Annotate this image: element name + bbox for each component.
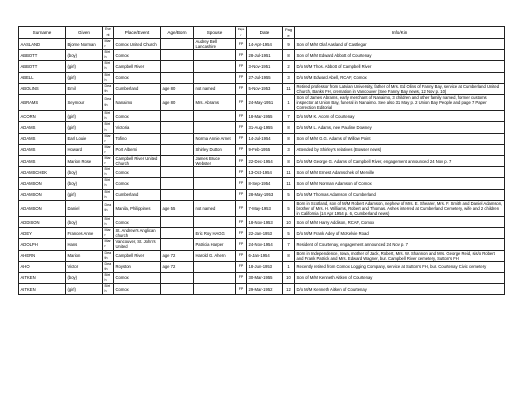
cell-given: (boy) — [66, 167, 103, 178]
table-row — [19, 284, 505, 295]
cell-place-event: Vancouver, St. John's United — [114, 239, 161, 250]
cell-page: 3 — [283, 72, 295, 83]
cell-place-event: Victoria — [114, 122, 161, 133]
cell-event: Death — [103, 94, 114, 110]
cell-event: Birth — [103, 50, 114, 61]
table-row — [19, 94, 505, 110]
cell-age-born — [161, 189, 194, 200]
cell-place-event: Comox — [114, 178, 161, 189]
cell-event: Birth — [103, 272, 114, 283]
cell-paper: FP — [236, 50, 247, 61]
cell-paper: FP — [236, 122, 247, 133]
cell-info-kin: D/o M/M Edward Abell, RCAF, Comox — [295, 72, 505, 83]
cell-page: 7 — [283, 111, 295, 122]
table-row — [19, 250, 505, 261]
cell-paper: FP — [236, 167, 247, 178]
cell-surname: ABBOTT — [19, 61, 66, 72]
table-row — [19, 50, 505, 61]
cell-given: Howard — [66, 144, 103, 155]
cell-page: 8 — [283, 122, 295, 133]
cell-age-born — [161, 155, 194, 166]
cell-spouse — [194, 122, 236, 133]
cell-place-event: Royston — [114, 261, 161, 272]
cell-given: (girl) — [66, 189, 103, 200]
cell-page: 11 — [283, 167, 295, 178]
cell-surname: ADAMSON — [19, 200, 66, 216]
cell-date: 3-Nov-1951 — [247, 61, 283, 72]
cell-spouse: Harold G. Ahern — [194, 250, 236, 261]
cell-date: 13-Oct-1954 — [247, 167, 283, 178]
cell-paper: FP — [236, 189, 247, 200]
cell-date: 30-Mar-1955 — [247, 272, 283, 283]
cell-place-event: Comox United Church — [114, 39, 161, 50]
cell-place-event: Campbell River — [114, 61, 161, 72]
cell-spouse — [194, 178, 236, 189]
cell-given: Daniel — [66, 200, 103, 216]
cell-place-event: Nanaimo — [114, 94, 161, 110]
cell-age-born — [161, 133, 194, 144]
cell-page: 2 — [283, 61, 295, 72]
cell-place-event: St. Andrew's Anglican church — [114, 228, 161, 239]
table-row — [19, 72, 505, 83]
cell-given: (girl) — [66, 284, 103, 295]
cell-surname: ADAMSON — [19, 189, 66, 200]
cell-given: (boy) — [66, 50, 103, 61]
cell-page: 5 — [283, 200, 295, 216]
cell-spouse — [194, 167, 236, 178]
cell-place-event: Comox — [114, 272, 161, 283]
cell-page: 12 — [283, 284, 295, 295]
cell-age-born — [161, 39, 194, 50]
cell-event: Birth — [103, 122, 114, 133]
header-date: Date — [247, 27, 283, 39]
table-row — [19, 178, 505, 189]
header-row — [19, 27, 505, 39]
cell-info-kin: Son of M/M Norman Adamson of Comox — [295, 178, 505, 189]
cell-paper: FP — [236, 111, 247, 122]
header-place-event: Place/Event — [114, 27, 161, 39]
cell-info-kin: Son of James Abrams, early merchant of Nanaimo, 3 children and other family named, former customs inspector at Union Bay, funeral in Nanaimo. See also 31 May p. 2 Union Bay People and page 7 Paper Correction Editorial — [295, 94, 505, 110]
table-row — [19, 167, 505, 178]
cell-place-event: Comox — [114, 217, 161, 228]
table-row — [19, 133, 505, 144]
cell-surname: ADAMS — [19, 155, 66, 166]
header-event: Event — [103, 27, 114, 39]
cell-info-kin: Retired professor from Latvian University, father of Mrs. Ed Olins of Fanny Bay, service at Cumberland United Church, Banks FH, cremation in Vancouver (See Fanny Bay news, 12 Nov p. 10) — [295, 83, 505, 94]
cell-event: Marr — [103, 155, 114, 166]
header-paper: Paper — [236, 27, 247, 39]
cell-paper: FP — [236, 94, 247, 110]
cell-given: Marion — [66, 250, 103, 261]
cell-spouse — [194, 50, 236, 61]
cell-date: 24-May-1951 — [247, 94, 283, 110]
cell-age-born — [161, 217, 194, 228]
cell-event: Birth — [103, 189, 114, 200]
cell-spouse: James Bruce Webster — [194, 155, 236, 166]
cell-spouse: not named — [194, 200, 236, 216]
header-given: Given — [66, 27, 103, 39]
cell-info-kin: D/o M/M Frank Adey of McKelvie Road — [295, 228, 505, 239]
cell-event: Death — [103, 261, 114, 272]
cell-event: Marr — [103, 39, 114, 50]
cell-info-kin: D/o M/M Kenneth Aitken of Courtenay — [295, 284, 505, 295]
cell-page: 8 — [283, 50, 295, 61]
cell-date: 8-Sep-1954 — [247, 178, 283, 189]
cell-page: 1 — [283, 261, 295, 272]
cell-info-kin: Son of M/M Edward Abbott of Courtenay — [295, 50, 505, 61]
cell-page: 11 — [283, 83, 295, 94]
cell-info-kin: Born in Scotland, son of M/M Robert Adamson, nephew of Mrs. E. Shearer, Mrs. F. Smith and Daniel Adamson, brother of Mrs. H. Williams, Robert and Thomas. Ashes interred at Cumberland Cemetery, wife and 2 children in California (14 Apr 1954 p. 6, Cumberland news) — [295, 200, 505, 216]
cell-info-kin: D/o M/M George G. Adams of Campbell River, engagement announced 24 Nov p. 7 — [295, 155, 505, 166]
cell-spouse: Patricia Harper — [194, 239, 236, 250]
cell-surname: ABRAMS — [19, 94, 66, 110]
cell-given: Hans — [66, 239, 103, 250]
cell-date: 18-Mar-1955 — [247, 111, 283, 122]
cell-spouse — [194, 272, 236, 283]
cell-paper: FP — [236, 250, 247, 261]
cell-page: 11 — [283, 178, 295, 189]
cell-surname: ADEY — [19, 228, 66, 239]
cell-place-event: Tofino — [114, 133, 161, 144]
table-row — [19, 272, 505, 283]
cell-given: (girl) — [66, 122, 103, 133]
table-row — [19, 83, 505, 94]
cell-place-event: Campbell River United Church — [114, 155, 161, 166]
cell-date: 18-Jun-1953 — [247, 261, 283, 272]
cell-paper: FP — [236, 133, 247, 144]
vital-records-table — [18, 26, 505, 295]
cell-info-kin: Son of M/M G.G. Adams of Willow Point — [295, 133, 505, 144]
cell-page: 7 — [283, 239, 295, 250]
cell-paper: FP — [236, 272, 247, 283]
cell-event: Death — [103, 200, 114, 216]
cell-page: 8 — [283, 133, 295, 144]
cell-date: 31-Aug-1955 — [247, 122, 283, 133]
cell-place-event: Comox — [114, 167, 161, 178]
cell-surname: AHO — [19, 261, 66, 272]
cell-paper: FP — [236, 61, 247, 72]
table-row — [19, 155, 505, 166]
cell-spouse — [194, 217, 236, 228]
cell-surname: AASLAND — [19, 39, 66, 50]
cell-paper: FP — [236, 228, 247, 239]
cell-info-kin: D/o M/M K. Acorn of Courtenay — [295, 111, 505, 122]
cell-surname: ACORN — [19, 111, 66, 122]
table-row — [19, 261, 505, 272]
cell-place-event: Cumberland — [114, 189, 161, 200]
cell-surname: ABBOTT — [19, 50, 66, 61]
cell-date: 27-Jul-1955 — [247, 72, 283, 83]
cell-paper: FP — [236, 144, 247, 155]
cell-info-kin: Born in Independence, Iowa, mother of Jack, Robert, Mrs. W. Shannon and Mrs. George Reid, sis/o Robert and Frank Patrick and Mrs. Edward Wagner, bur. Campbell River cemetery, Sutton's FH — [295, 250, 505, 261]
cell-paper: FP — [236, 83, 247, 94]
cell-surname: ADOLPH — [19, 239, 66, 250]
cell-page: 10 — [283, 217, 295, 228]
cell-place-event: Manila, Philippines — [114, 200, 161, 216]
cell-surname: AHERN — [19, 250, 66, 261]
cell-spouse — [194, 189, 236, 200]
header-age-born: Age/Born — [161, 27, 194, 39]
cell-given: Victor — [66, 261, 103, 272]
cell-event: Death — [103, 250, 114, 261]
cell-spouse — [194, 72, 236, 83]
cell-age-born: age 72 — [161, 261, 194, 272]
cell-spouse: not named — [194, 83, 236, 94]
cell-given: Emil — [66, 83, 103, 94]
cell-given: Seymour — [66, 94, 103, 110]
cell-event: Birth — [103, 284, 114, 295]
cell-spouse — [194, 61, 236, 72]
cell-place-event: Comox — [114, 111, 161, 122]
table-row — [19, 111, 505, 122]
table-row — [19, 239, 505, 250]
cell-date: 6-Jan-1954 — [247, 250, 283, 261]
cell-page: 3 — [283, 144, 295, 155]
cell-paper: FP — [236, 261, 247, 272]
header-page: Page — [283, 27, 295, 39]
cell-date: 14-Apr-1954 — [247, 39, 283, 50]
table-row — [19, 39, 505, 50]
cell-spouse: Eric Roy HAGG — [194, 228, 236, 239]
cell-age-born — [161, 239, 194, 250]
cell-info-kin: D/o M/M Thomas Adamson of Cumberland — [295, 189, 505, 200]
cell-paper: FP — [236, 72, 247, 83]
cell-paper: FP — [236, 239, 247, 250]
cell-paper: FP — [236, 178, 247, 189]
cell-spouse — [194, 284, 236, 295]
cell-info-kin: Recently retired from Comox Logging Company, service at Sutton's FH, bur. Courtenay Civic cemetery — [295, 261, 505, 272]
cell-surname: ADDISON — [19, 217, 66, 228]
cell-date: 14-Jul-1954 — [247, 133, 283, 144]
cell-date: 24-Nov-1954 — [247, 239, 283, 250]
cell-place-event: Comox — [114, 50, 161, 61]
cell-event: Marr — [103, 133, 114, 144]
cell-event: Marr — [103, 239, 114, 250]
cell-given: (boy) — [66, 217, 103, 228]
cell-place-event: Comox — [114, 284, 161, 295]
cell-event: Birth — [103, 178, 114, 189]
cell-surname: ADAMS — [19, 133, 66, 144]
cell-date: 28-May-1953 — [247, 189, 283, 200]
cell-page: 5 — [283, 189, 295, 200]
cell-event: Birth — [103, 61, 114, 72]
cell-date: 9-Feb-1955 — [247, 144, 283, 155]
cell-info-kin: Son of M/M Harry Addison, RCAF, Comox — [295, 217, 505, 228]
cell-info-kin: Attended by Shirley's relatives (Bowser news) — [295, 144, 505, 155]
cell-age-born: age 55 — [161, 200, 194, 216]
cell-event: Death — [103, 83, 114, 94]
cell-place-event: Port Alberni — [114, 144, 161, 155]
table-row — [19, 61, 505, 72]
cell-page: 1 — [283, 94, 295, 110]
cell-info-kin: Son of M/M Kenneth Aitken of Courtenay — [295, 272, 505, 283]
table-row — [19, 228, 505, 239]
cell-event: Birth — [103, 72, 114, 83]
cell-surname: AITKEN — [19, 272, 66, 283]
cell-surname: ABOLINS — [19, 83, 66, 94]
cell-paper: FP — [236, 155, 247, 166]
cell-paper: FP — [236, 39, 247, 50]
cell-event: Birth — [103, 217, 114, 228]
table-row — [19, 144, 505, 155]
cell-info-kin: Son of M/M Ernest Adamschek of Merville — [295, 167, 505, 178]
header-spouse: Spouse — [194, 27, 236, 39]
cell-surname: ADAMSON — [19, 178, 66, 189]
cell-info-kin: D/o M/M L. Adams, nee Pauline Downey — [295, 122, 505, 133]
cell-surname: ADAMSCHEK — [19, 167, 66, 178]
cell-age-born — [161, 178, 194, 189]
cell-surname: AITKEN — [19, 284, 66, 295]
cell-info-kin: Son of M/M Olaf Aasland of Castlegar — [295, 39, 505, 50]
cell-date: 29-Mar-1952 — [247, 284, 283, 295]
cell-given: Frances Anne — [66, 228, 103, 239]
cell-date: 22-Jan-1953 — [247, 228, 283, 239]
cell-spouse: Shirley Dutton — [194, 144, 236, 155]
cell-event: Marr — [103, 144, 114, 155]
cell-surname: ADAMS — [19, 122, 66, 133]
cell-age-born — [161, 50, 194, 61]
cell-age-born — [161, 72, 194, 83]
cell-given: (boy) — [66, 272, 103, 283]
cell-paper: FP — [236, 284, 247, 295]
cell-age-born — [161, 167, 194, 178]
cell-surname: ABELL — [19, 72, 66, 83]
cell-spouse: Audrey Bell Lancashire — [194, 39, 236, 50]
cell-date: 5-Nov-1953 — [247, 83, 283, 94]
cell-event: Birth — [103, 111, 114, 122]
cell-page: 8 — [283, 250, 295, 261]
cell-page: 8 — [283, 155, 295, 166]
cell-age-born — [161, 228, 194, 239]
cell-given: (girl) — [66, 111, 103, 122]
cell-given: Earl Louie — [66, 133, 103, 144]
cell-place-event: Campbell River — [114, 250, 161, 261]
cell-event: Marr — [103, 228, 114, 239]
cell-age-born: age 80 — [161, 94, 194, 110]
cell-age-born — [161, 284, 194, 295]
table-row — [19, 189, 505, 200]
cell-place-event: Cumberland — [114, 83, 161, 94]
cell-given: (boy) — [66, 178, 103, 189]
cell-age-born: age 80 — [161, 83, 194, 94]
cell-date: 18-Nov-1953 — [247, 217, 283, 228]
cell-surname: ADAMS — [19, 144, 66, 155]
cell-page: 9 — [283, 39, 295, 50]
cell-age-born — [161, 111, 194, 122]
header-surname: Surname — [19, 27, 66, 39]
cell-info-kin: D/o M/M Thos. Abbott of Campbell River — [295, 61, 505, 72]
cell-spouse: Norma Annie Arnet — [194, 133, 236, 144]
cell-page: 5 — [283, 228, 295, 239]
cell-info-kin: Resident of Courtenay, engagement announced 24 Nov p. 7 — [295, 239, 505, 250]
table-row — [19, 200, 505, 216]
cell-place-event: Comox — [114, 72, 161, 83]
cell-given: Bjorne Norman — [66, 39, 103, 50]
cell-age-born — [161, 272, 194, 283]
table-row — [19, 217, 505, 228]
table-row — [19, 122, 505, 133]
cell-age-born — [161, 144, 194, 155]
cell-given: (girl) — [66, 72, 103, 83]
cell-date: 22-Dec-1954 — [247, 155, 283, 166]
header-info-kin: Info/Kin — [295, 27, 505, 39]
cell-date: 28-Jul-1951 — [247, 50, 283, 61]
cell-date: 7-May-1953 — [247, 200, 283, 216]
cell-paper: FP — [236, 200, 247, 216]
cell-given: (girl) — [66, 61, 103, 72]
cell-page: 10 — [283, 272, 295, 283]
cell-spouse — [194, 111, 236, 122]
cell-spouse — [194, 261, 236, 272]
cell-paper: FP — [236, 217, 247, 228]
cell-age-born: age 72 — [161, 250, 194, 261]
cell-spouse: Mrs. Abrams — [194, 94, 236, 110]
table-body — [19, 39, 505, 295]
cell-age-born — [161, 122, 194, 133]
cell-age-born — [161, 61, 194, 72]
cell-event: Birth — [103, 167, 114, 178]
cell-given: Marion Rose — [66, 155, 103, 166]
